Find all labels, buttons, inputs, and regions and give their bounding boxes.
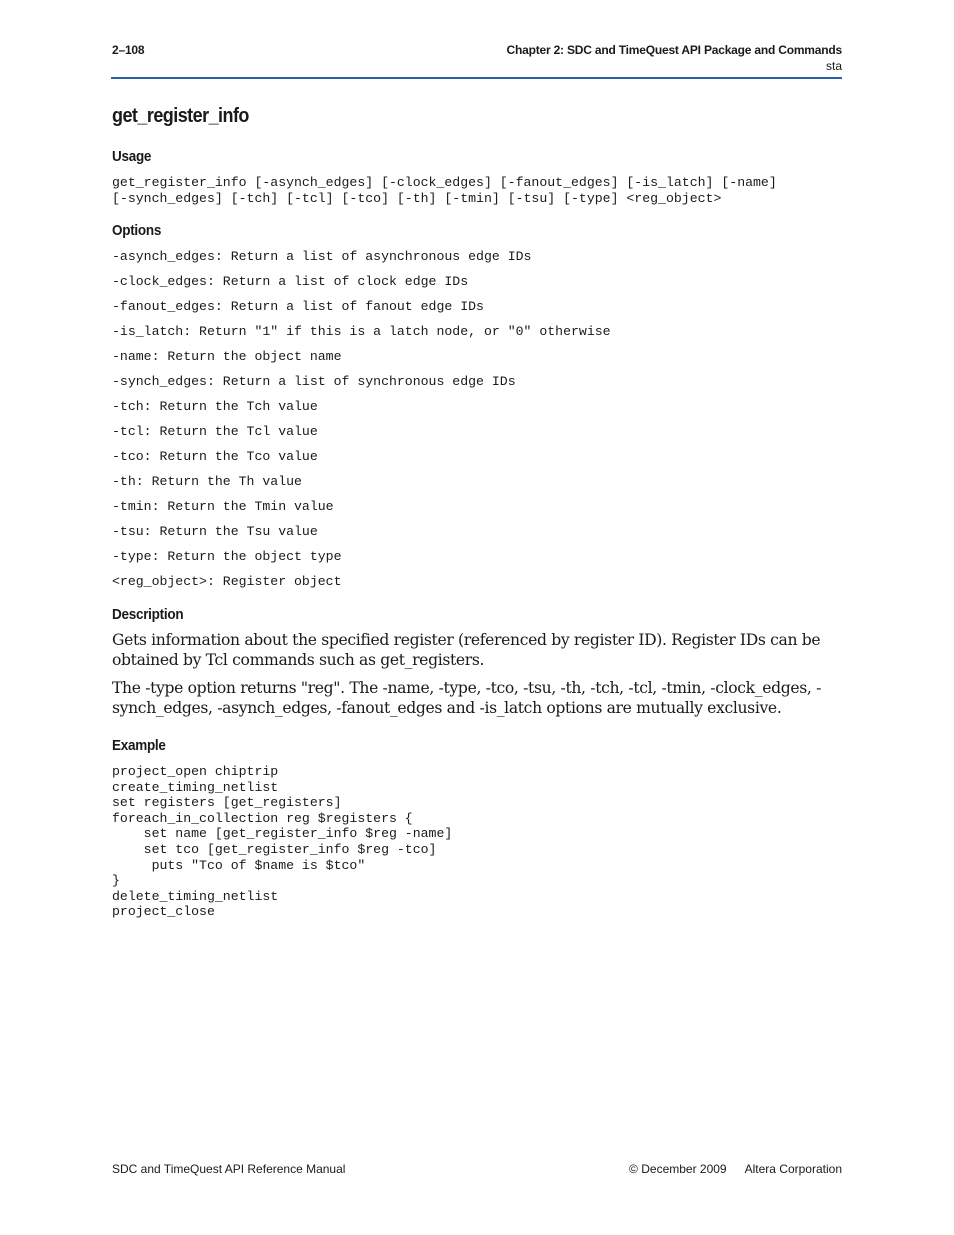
- header-rule: [111, 77, 842, 79]
- option-fanout-edges: -fanout_edges: Return a list of fanout edge IDs: [112, 299, 484, 314]
- usage-code: get_register_info [-asynch_edges] [-clock_edges] [-fanout_edges] [-is_latch] [-name] [-synch_edges] [-tch] [-tcl] [-tco] [-th] [-tmin] [-tsu] [-type] <reg_object>: [112, 175, 777, 206]
- option-tsu: -tsu: Return the Tsu value: [112, 524, 318, 539]
- options-list: [112, 249, 611, 599]
- options-heading: Options: [112, 222, 162, 239]
- chapter-title: Chapter 2: SDC and TimeQuest API Package and Commands: [506, 43, 842, 57]
- copyright-date: © December 2009: [629, 1162, 727, 1176]
- package-name: sta: [825, 59, 842, 73]
- option-synch-edges: -synch_edges: Return a list of synchronous edge IDs: [112, 374, 516, 389]
- manual-title: SDC and TimeQuest API Reference Manual: [112, 1162, 346, 1176]
- example-code: project_open chiptrip create_timing_netlist set registers [get_registers] foreach_in_collection reg $registers { set name [get_register_info $reg -name] set tco [get_register_info $reg -tco] puts "Tco of $name is $tco" } delete_timing_netlist project_close: [112, 764, 453, 920]
- option-asynch-edges: -asynch_edges: Return a list of asynchronous edge IDs: [112, 249, 532, 264]
- description-paragraph-2: The -type option returns "reg". The -name, -type, -tco, -tsu, -th, -tch, -tcl, -tmin, -clock_edges, -synch_edges, -asynch_edges, -fanout_edges and -is_latch options are mutually exclusive.: [112, 679, 821, 717]
- example-heading: Example: [112, 737, 166, 754]
- page-number: 2–108: [112, 43, 145, 57]
- option-th: -th: Return the Th value: [112, 474, 302, 489]
- option-tch: -tch: Return the Tch value: [112, 399, 318, 414]
- command-title: get_register_info: [112, 105, 249, 127]
- description-heading: Description: [112, 606, 184, 623]
- option-name: -name: Return the object name: [112, 349, 342, 364]
- option-is-latch: -is_latch: Return "1" if this is a latch node, or "0" otherwise: [112, 324, 611, 339]
- footer-right: [629, 1162, 842, 1176]
- option-tmin: -tmin: Return the Tmin value: [112, 499, 334, 514]
- option-type: -type: Return the object type: [112, 549, 342, 564]
- option-tco: -tco: Return the Tco value: [112, 449, 318, 464]
- usage-heading: Usage: [112, 148, 152, 165]
- company-name: Altera Corporation: [744, 1162, 842, 1176]
- option-tcl: -tcl: Return the Tcl value: [112, 424, 318, 439]
- description-paragraph-1: Gets information about the specified register (referenced by register ID). Register IDs can be obtained by Tcl commands such as get_registers.: [112, 631, 821, 669]
- option-reg-object: <reg_object>: Register object: [112, 574, 342, 589]
- option-clock-edges: -clock_edges: Return a list of clock edge IDs: [112, 274, 469, 289]
